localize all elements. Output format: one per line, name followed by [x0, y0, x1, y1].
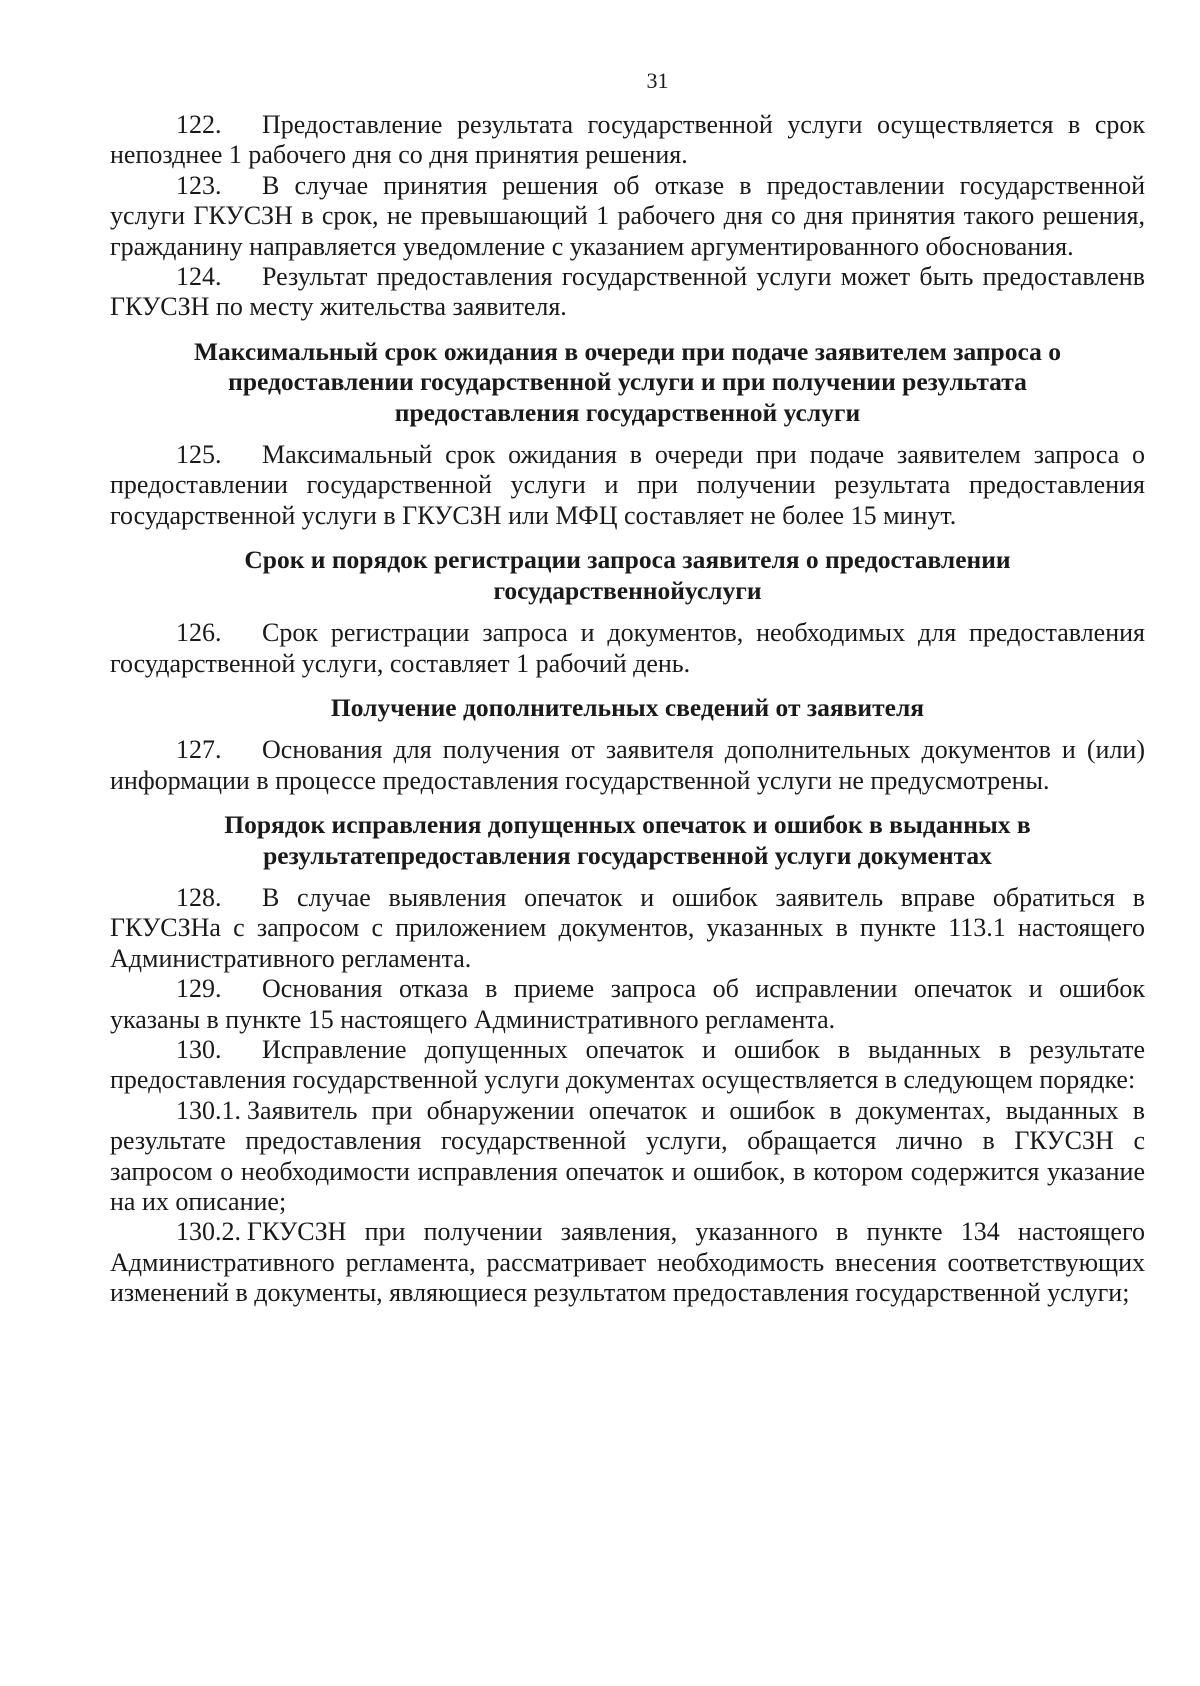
- paragraph-number: 123.: [176, 170, 222, 200]
- heading-line: Срок и порядок регистрации запроса заявителя о предоставлении: [244, 545, 1011, 575]
- section-heading-additional-info: [110, 693, 1145, 723]
- heading-line: государственнойуслуги: [493, 575, 762, 605]
- paragraph-number: 124.: [176, 262, 222, 292]
- section-heading-error-correction: [110, 810, 1145, 871]
- paragraph-number: 127.: [176, 735, 222, 765]
- paragraph-text: В случае принятия решения об отказе в предоставлении государственной услуги ГКУСЗН в срок, не превышающий 1 рабочего дня со дня принятия такого решения, гражданину направляется уведомление с указанием аргументированного обоснования.: [110, 170, 1145, 261]
- paragraph-number: 130.2.: [176, 1217, 241, 1247]
- paragraph-text: Заявитель при обнаружении опечаток и ошибок в документах, выданных в результате предоставления государственной услуги, обращается лично в ГКУСЗН с запросом о необходимости исправления опечаток и ошибок, в котором содержится указание на их описание;: [110, 1095, 1145, 1216]
- paragraph-122: [110, 110, 1145, 171]
- paragraph-129: [110, 974, 1145, 1035]
- paragraph-text: Срок регистрации запроса и документов, необходимых для предоставления государственной услуги, составляет 1 рабочий день.: [110, 618, 1145, 678]
- page-number: 31: [646, 68, 669, 93]
- heading-line: результатепредоставления государственной услуги документах: [263, 840, 992, 870]
- paragraph-126: [110, 618, 1145, 679]
- paragraph-number: 130.: [176, 1034, 222, 1064]
- heading-line: предоставления государственной услуги: [394, 397, 861, 427]
- paragraph-text: В случае выявления опечаток и ошибок заявитель вправе обратиться в ГКУСЗНа с запросом с приложением документов, указанных в пункте 113.1 настоящего Административного регламента.: [110, 882, 1145, 973]
- paragraph-text: Основания для получения от заявителя дополнительных документов и (или) информации в процессе предоставления государственной услуги не предусмотрены.: [110, 735, 1145, 795]
- paragraph-number: 125.: [176, 440, 222, 470]
- paragraph-text: Исправление допущенных опечаток и ошибок в выданных в результате предоставления государственной услуги документах осуществляется в следующем порядке:: [110, 1034, 1145, 1095]
- paragraph-text: Результат предоставления государственной услуги может быть предоставленв ГКУСЗН по месту жительства заявителя.: [110, 262, 1145, 322]
- paragraph-number: 122.: [176, 110, 222, 139]
- paragraph-number: 128.: [176, 882, 222, 912]
- section-heading-registration: [110, 545, 1145, 606]
- document-page: [110, 66, 1145, 1309]
- paragraph-124: [110, 262, 1145, 323]
- paragraph-130: [110, 1035, 1145, 1096]
- paragraph-text: Предоставление результата государственной услуги осуществляется в срок непозднее 1 рабочего дня со дня принятия решения.: [110, 110, 1145, 170]
- paragraph-text: ГКУСЗН при получении заявления, указанного в пункте 134 настоящего Административного регламента, рассматривает необходимость внесения соответствующих изменений в документы, являющиеся результатом предоставления государственной услуги;: [110, 1217, 1145, 1308]
- heading-line: Порядок исправления допущенных опечаток и ошибок в выданных в: [224, 810, 1031, 840]
- section-heading-max-wait-time: [110, 337, 1145, 428]
- heading-line: предоставлении государственной услуги и при получении результата: [228, 367, 1027, 397]
- paragraph-number: 130.1.: [176, 1095, 241, 1125]
- paragraph-130-1: [110, 1096, 1145, 1218]
- paragraph-text: Основания отказа в приеме запроса об исправлении опечаток и ошибок указаны в пункте 15 настоящего Административного регламента.: [110, 974, 1145, 1034]
- paragraph-123: [110, 171, 1145, 262]
- paragraph-125: [110, 440, 1145, 531]
- paragraph-number: 129.: [176, 974, 222, 1004]
- paragraph-128: [110, 883, 1145, 974]
- heading-line: Получение дополнительных сведений от заявителя: [330, 692, 925, 722]
- heading-line: Максимальный срок ожидания в очереди при подаче заявителем запроса о: [193, 336, 1061, 366]
- paragraph-number: 126.: [176, 618, 222, 648]
- paragraph-127: [110, 735, 1145, 796]
- paragraph-text: Максимальный срок ожидания в очереди при подаче заявителем запроса о предоставлении государственной услуги и при получении результата предоставления государственной услуги в ГКУСЗН или МФЦ составляет не более 15 минут.: [110, 440, 1145, 530]
- paragraph-130-2: [110, 1217, 1145, 1308]
